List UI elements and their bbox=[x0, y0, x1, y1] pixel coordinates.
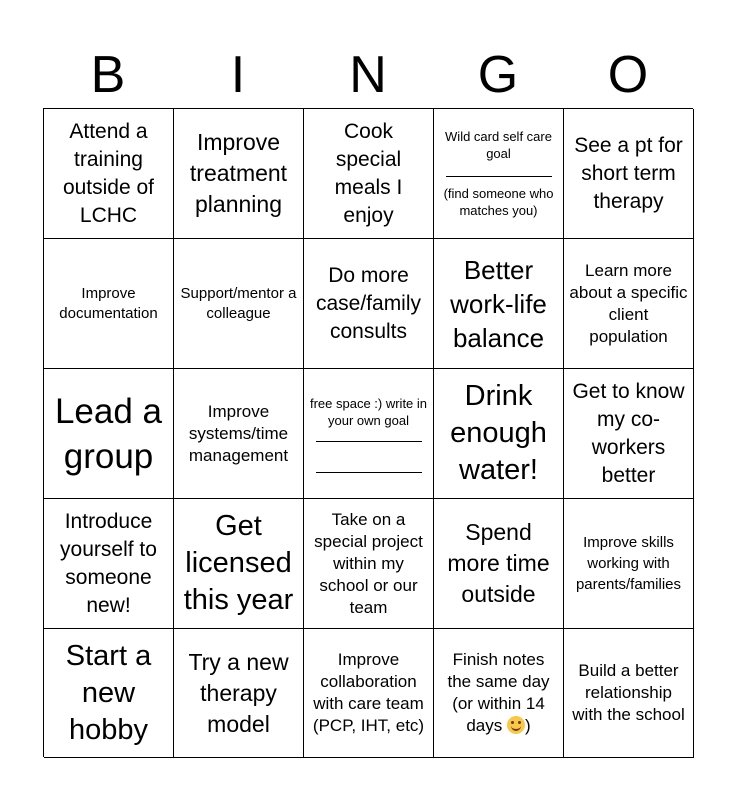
cell-text: Improve systems/time management bbox=[188, 401, 289, 465]
bingo-cell-r5c2[interactable] bbox=[174, 629, 304, 758]
wild-card-note: (find someone who matches you) bbox=[443, 186, 554, 218]
cell-text: Take on a special project within my school or our team bbox=[314, 509, 423, 617]
bingo-cell-r1c1[interactable] bbox=[44, 109, 174, 239]
cell-text-close: ) bbox=[524, 716, 531, 735]
bingo-cell-r3c1[interactable] bbox=[44, 369, 174, 499]
cell-text: Better work-life balance bbox=[450, 254, 547, 353]
bingo-cell-r4c4[interactable] bbox=[434, 499, 564, 629]
cell-text: Introduce yourself to someone new! bbox=[60, 509, 157, 617]
cell-text-main: Finish notes the same day (or within 14 days bbox=[447, 650, 550, 735]
cell-text: Support/mentor a colleague bbox=[180, 284, 297, 322]
bingo-cell-r2c3[interactable] bbox=[304, 239, 434, 369]
cell-text: Start a new hobby bbox=[65, 639, 152, 746]
bingo-cell-r2c4[interactable] bbox=[434, 239, 564, 369]
cell-text: Build a better relationship with the school bbox=[572, 661, 685, 724]
cell-text: Try a new therapy model bbox=[188, 648, 289, 737]
bingo-cell-r3c5[interactable] bbox=[564, 369, 694, 499]
cell-text: Improve collaboration with care team (PCP, IHT, etc) bbox=[312, 650, 425, 735]
wild-card-title: Wild card self care goal bbox=[445, 129, 552, 161]
header-letter-i: I bbox=[230, 46, 246, 104]
bingo-cell-r2c1[interactable] bbox=[44, 239, 174, 369]
cell-text: Improve treatment planning bbox=[189, 129, 288, 217]
cell-text: Get licensed this year bbox=[183, 510, 294, 616]
bingo-cell-r4c1[interactable] bbox=[44, 499, 174, 629]
bingo-cell-r1c5[interactable] bbox=[564, 109, 694, 239]
bingo-cell-r1c4[interactable] bbox=[434, 109, 564, 239]
bingo-cell-r2c2[interactable] bbox=[174, 239, 304, 369]
cell-text: Drink enough water! bbox=[450, 380, 547, 486]
cell-text: Learn more about a specific client population bbox=[569, 260, 688, 346]
bingo-cell-r1c2[interactable] bbox=[174, 109, 304, 239]
cell-text: Lead a group bbox=[54, 391, 163, 476]
cell-text: Improve skills working with parents/families bbox=[575, 534, 682, 593]
wild-card-content bbox=[439, 128, 558, 219]
cell-text: Get to know my co-workers better bbox=[572, 379, 685, 487]
bingo-cell-r4c2[interactable] bbox=[174, 499, 304, 629]
bingo-cell-r2c5[interactable] bbox=[564, 239, 694, 369]
header-letter-b: B bbox=[90, 46, 126, 104]
bingo-cell-r1c3[interactable] bbox=[304, 109, 434, 239]
header-letter-g: G bbox=[477, 46, 519, 104]
cell-text: Improve documentation bbox=[59, 284, 158, 322]
bingo-cell-r5c5[interactable] bbox=[564, 629, 694, 758]
bingo-cell-r3c3[interactable] bbox=[304, 369, 434, 499]
header-letter-n: N bbox=[349, 46, 387, 104]
free-space-content bbox=[309, 395, 428, 473]
smiling-face-icon bbox=[507, 716, 525, 734]
bingo-cell-r5c1[interactable] bbox=[44, 629, 174, 758]
bingo-cell-r3c2[interactable] bbox=[174, 369, 304, 499]
cell-text: See a pt for short term therapy bbox=[574, 133, 683, 213]
cell-text: Spend more time outside bbox=[447, 519, 550, 607]
write-in-line bbox=[316, 472, 422, 473]
cell-text: Do more case/family consults bbox=[315, 263, 422, 343]
cell-text: Cook special meals I enjoy bbox=[334, 119, 403, 227]
bingo-cell-r5c3[interactable] bbox=[304, 629, 434, 758]
write-in-line bbox=[446, 176, 552, 177]
cell-text bbox=[439, 649, 558, 737]
cell-text: Attend a training outside of LCHC bbox=[62, 119, 155, 227]
write-in-line bbox=[316, 441, 422, 442]
free-space-label: free space :) write in your own goal bbox=[309, 395, 428, 428]
bingo-cell-r5c4[interactable] bbox=[434, 629, 564, 758]
bingo-header bbox=[43, 42, 693, 108]
bingo-cell-r3c4[interactable] bbox=[434, 369, 564, 499]
bingo-cell-r4c5[interactable] bbox=[564, 499, 694, 629]
bingo-board bbox=[43, 108, 693, 757]
bingo-cell-r4c3[interactable] bbox=[304, 499, 434, 629]
header-letter-o: O bbox=[607, 46, 649, 104]
